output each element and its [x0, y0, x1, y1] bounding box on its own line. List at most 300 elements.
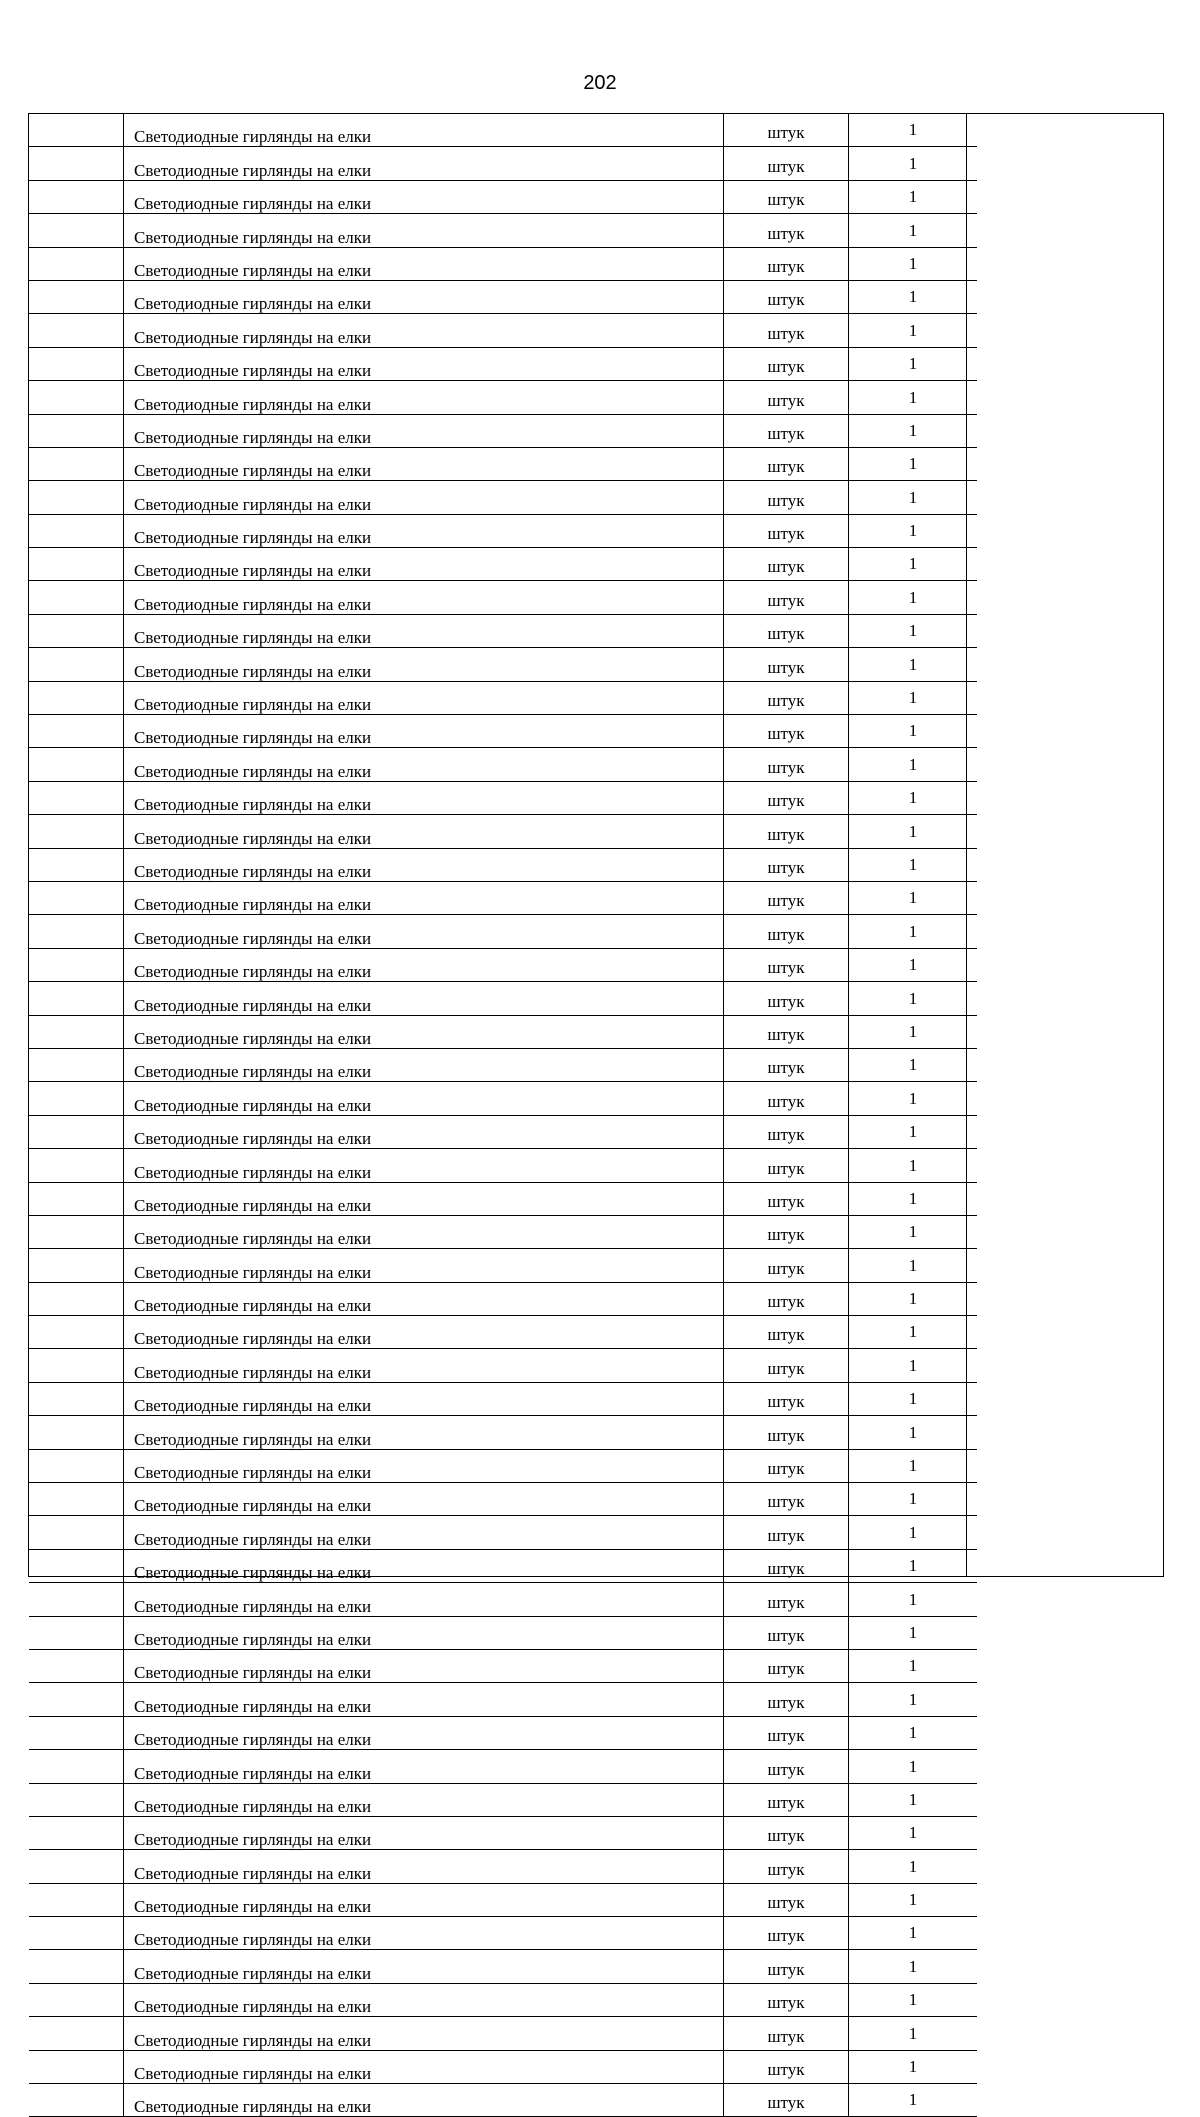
row-number-cell	[29, 1149, 124, 1182]
row-number-cell	[29, 2050, 124, 2083]
row-number-cell	[29, 848, 124, 881]
item-name-cell: Светодиодные гирлянды на елки	[124, 481, 724, 514]
table-row	[29, 1649, 977, 1682]
item-name-cell: Светодиодные гирлянды на елки	[124, 247, 724, 280]
row-number-cell	[29, 1015, 124, 1048]
item-name-cell: Светодиодные гирлянды на елки	[124, 414, 724, 447]
item-unit-cell: штук	[724, 1149, 849, 1182]
table-row	[29, 180, 977, 213]
item-qty-cell: 1	[849, 280, 978, 313]
item-qty-cell: 1	[849, 1349, 978, 1382]
row-number-cell	[29, 1082, 124, 1115]
item-name-cell: Светодиодные гирлянды на елки	[124, 1182, 724, 1215]
item-unit-cell: штук	[724, 948, 849, 981]
row-number-cell	[29, 548, 124, 581]
item-qty-cell: 1	[849, 1282, 978, 1315]
table-row	[29, 781, 977, 814]
row-number-cell	[29, 1816, 124, 1849]
table-row	[29, 1850, 977, 1883]
table-row	[29, 1015, 977, 1048]
row-number-cell	[29, 1649, 124, 1682]
item-qty-cell: 1	[849, 781, 978, 814]
item-name-cell: Светодиодные гирлянды на елки	[124, 1282, 724, 1315]
item-qty-cell: 1	[849, 314, 978, 347]
item-qty-cell: 1	[849, 681, 978, 714]
table-row	[29, 1416, 977, 1449]
item-unit-cell: штук	[724, 1783, 849, 1816]
row-number-cell	[29, 1883, 124, 1916]
item-unit-cell: штук	[724, 848, 849, 881]
table-row	[29, 1516, 977, 1549]
table-row	[29, 314, 977, 347]
row-number-cell	[29, 1048, 124, 1081]
item-qty-cell: 1	[849, 347, 978, 380]
row-number-cell	[29, 2084, 124, 2117]
table-row	[29, 1583, 977, 1616]
item-name-cell: Светодиодные гирлянды на елки	[124, 1783, 724, 1816]
row-number-cell	[29, 948, 124, 981]
row-number-cell	[29, 648, 124, 681]
row-number-cell	[29, 1750, 124, 1783]
item-name-cell: Светодиодные гирлянды на елки	[124, 1850, 724, 1883]
item-name-cell: Светодиодные гирлянды на елки	[124, 514, 724, 547]
item-name-cell: Светодиодные гирлянды на елки	[124, 114, 724, 147]
row-number-cell	[29, 1549, 124, 1582]
table-row	[29, 948, 977, 981]
item-unit-cell: штук	[724, 982, 849, 1015]
item-name-cell: Светодиодные гирлянды на елки	[124, 548, 724, 581]
table-row	[29, 114, 977, 147]
item-name-cell: Светодиодные гирлянды на елки	[124, 581, 724, 614]
table-row	[29, 280, 977, 313]
row-number-cell	[29, 1683, 124, 1716]
item-name-cell: Светодиодные гирлянды на елки	[124, 1716, 724, 1749]
row-number-cell	[29, 280, 124, 313]
item-unit-cell: штук	[724, 1616, 849, 1649]
item-name-cell: Светодиодные гирлянды на елки	[124, 1215, 724, 1248]
row-number-cell	[29, 1249, 124, 1282]
row-number-cell	[29, 915, 124, 948]
item-name-cell: Светодиодные гирлянды на елки	[124, 347, 724, 380]
item-unit-cell: штук	[724, 581, 849, 614]
table-row	[29, 1683, 977, 1716]
item-qty-cell: 1	[849, 1449, 978, 1482]
row-number-cell	[29, 347, 124, 380]
item-name-cell: Светодиодные гирлянды на елки	[124, 1149, 724, 1182]
item-name-cell: Светодиодные гирлянды на елки	[124, 447, 724, 480]
item-qty-cell: 1	[849, 1750, 978, 1783]
item-qty-cell: 1	[849, 1783, 978, 1816]
row-number-cell	[29, 982, 124, 1015]
row-number-cell	[29, 514, 124, 547]
row-number-cell	[29, 414, 124, 447]
item-qty-cell: 1	[849, 1015, 978, 1048]
item-name-cell: Светодиодные гирлянды на елки	[124, 1816, 724, 1849]
item-name-cell: Светодиодные гирлянды на елки	[124, 815, 724, 848]
row-number-cell	[29, 180, 124, 213]
table-row	[29, 815, 977, 848]
item-unit-cell: штук	[724, 180, 849, 213]
item-name-cell: Светодиодные гирлянды на елки	[124, 1549, 724, 1582]
notes-column	[966, 114, 1165, 1576]
item-name-cell: Светодиодные гирлянды на елки	[124, 982, 724, 1015]
table-row	[29, 481, 977, 514]
table-row	[29, 2050, 977, 2083]
item-qty-cell: 1	[849, 1983, 978, 2016]
item-name-cell: Светодиодные гирлянды на елки	[124, 1649, 724, 1682]
item-unit-cell: штук	[724, 514, 849, 547]
table-row	[29, 1282, 977, 1315]
item-unit-cell: штук	[724, 2084, 849, 2117]
table-row	[29, 1316, 977, 1349]
item-unit-cell: штук	[724, 781, 849, 814]
row-number-cell	[29, 314, 124, 347]
item-name-cell: Светодиодные гирлянды на елки	[124, 648, 724, 681]
row-number-cell	[29, 1416, 124, 1449]
item-name-cell: Светодиодные гирлянды на елки	[124, 1048, 724, 1081]
item-qty-cell: 1	[849, 1616, 978, 1649]
table-row	[29, 1048, 977, 1081]
table-row	[29, 1082, 977, 1115]
item-unit-cell: штук	[724, 1816, 849, 1849]
item-unit-cell: штук	[724, 1349, 849, 1382]
item-unit-cell: штук	[724, 1082, 849, 1115]
item-unit-cell: штук	[724, 1316, 849, 1349]
item-qty-cell: 1	[849, 1850, 978, 1883]
item-name-cell: Светодиодные гирлянды на елки	[124, 1750, 724, 1783]
item-qty-cell: 1	[849, 1683, 978, 1716]
item-qty-cell: 1	[849, 2017, 978, 2050]
item-qty-cell: 1	[849, 915, 978, 948]
item-unit-cell: штук	[724, 1483, 849, 1516]
row-number-cell	[29, 1449, 124, 1482]
table-row	[29, 1449, 977, 1482]
item-unit-cell: штук	[724, 214, 849, 247]
item-unit-cell: штук	[724, 815, 849, 848]
item-unit-cell: штук	[724, 314, 849, 347]
item-name-cell: Светодиодные гирлянды на елки	[124, 1115, 724, 1148]
item-name-cell: Светодиодные гирлянды на елки	[124, 614, 724, 647]
row-number-cell	[29, 614, 124, 647]
item-qty-cell: 1	[849, 1816, 978, 1849]
item-qty-cell: 1	[849, 982, 978, 1015]
item-qty-cell: 1	[849, 381, 978, 414]
row-number-cell	[29, 1349, 124, 1382]
item-qty-cell: 1	[849, 1115, 978, 1148]
item-unit-cell: штук	[724, 1917, 849, 1950]
row-number-cell	[29, 1783, 124, 1816]
item-qty-cell: 1	[849, 214, 978, 247]
table-row	[29, 614, 977, 647]
item-unit-cell: штук	[724, 381, 849, 414]
item-unit-cell: штук	[724, 1983, 849, 2016]
item-qty-cell: 1	[849, 1048, 978, 1081]
item-qty-cell: 1	[849, 1716, 978, 1749]
item-qty-cell: 1	[849, 1516, 978, 1549]
item-name-cell: Светодиодные гирлянды на елки	[124, 1917, 724, 1950]
table-row	[29, 214, 977, 247]
row-number-cell	[29, 681, 124, 714]
table-row	[29, 1549, 977, 1582]
table-row	[29, 514, 977, 547]
item-name-cell: Светодиодные гирлянды на елки	[124, 1516, 724, 1549]
items-table	[29, 114, 977, 2117]
table-row	[29, 347, 977, 380]
table-row	[29, 1115, 977, 1148]
table-row	[29, 447, 977, 480]
row-number-cell	[29, 1583, 124, 1616]
item-qty-cell: 1	[849, 1149, 978, 1182]
table-row	[29, 2084, 977, 2117]
item-name-cell: Светодиодные гирлянды на елки	[124, 214, 724, 247]
page-number: 202	[583, 72, 617, 94]
item-name-cell: Светодиодные гирлянды на елки	[124, 1382, 724, 1415]
item-qty-cell: 1	[849, 1249, 978, 1282]
item-name-cell: Светодиодные гирлянды на елки	[124, 147, 724, 180]
item-unit-cell: штук	[724, 1449, 849, 1482]
item-unit-cell: штук	[724, 1649, 849, 1682]
row-number-cell	[29, 1483, 124, 1516]
item-qty-cell: 1	[849, 1382, 978, 1415]
item-name-cell: Светодиодные гирлянды на елки	[124, 1883, 724, 1916]
item-name-cell: Светодиодные гирлянды на елки	[124, 1950, 724, 1983]
row-number-cell	[29, 1850, 124, 1883]
item-name-cell: Светодиодные гирлянды на елки	[124, 381, 724, 414]
item-unit-cell: штук	[724, 648, 849, 681]
table-row	[29, 1349, 977, 1382]
row-number-cell	[29, 447, 124, 480]
table-row	[29, 2017, 977, 2050]
item-name-cell: Светодиодные гирлянды на елки	[124, 1683, 724, 1716]
item-qty-cell: 1	[849, 1649, 978, 1682]
table-row	[29, 715, 977, 748]
row-number-cell	[29, 114, 124, 147]
item-unit-cell: штук	[724, 1750, 849, 1783]
item-qty-cell: 1	[849, 581, 978, 614]
item-qty-cell: 1	[849, 1316, 978, 1349]
table-row	[29, 1616, 977, 1649]
item-qty-cell: 1	[849, 147, 978, 180]
item-name-cell: Светодиодные гирлянды на елки	[124, 881, 724, 914]
table-row	[29, 1750, 977, 1783]
row-number-cell	[29, 2017, 124, 2050]
item-qty-cell: 1	[849, 1883, 978, 1916]
item-qty-cell: 1	[849, 848, 978, 881]
row-number-cell	[29, 1716, 124, 1749]
row-number-cell	[29, 481, 124, 514]
item-name-cell: Светодиодные гирлянды на елки	[124, 915, 724, 948]
row-number-cell	[29, 748, 124, 781]
item-name-cell: Светодиодные гирлянды на елки	[124, 2017, 724, 2050]
item-unit-cell: штук	[724, 881, 849, 914]
row-number-cell	[29, 1215, 124, 1248]
row-number-cell	[29, 1316, 124, 1349]
table-row	[29, 1215, 977, 1248]
row-number-cell	[29, 1516, 124, 1549]
item-name-cell: Светодиодные гирлянды на елки	[124, 748, 724, 781]
item-qty-cell: 1	[849, 447, 978, 480]
table-row	[29, 681, 977, 714]
row-number-cell	[29, 1382, 124, 1415]
row-number-cell	[29, 1282, 124, 1315]
item-qty-cell: 1	[849, 2050, 978, 2083]
row-number-cell	[29, 381, 124, 414]
item-unit-cell: штук	[724, 715, 849, 748]
item-name-cell: Светодиодные гирлянды на елки	[124, 1249, 724, 1282]
row-number-cell	[29, 881, 124, 914]
row-number-cell	[29, 1950, 124, 1983]
item-unit-cell: штук	[724, 681, 849, 714]
row-number-cell	[29, 581, 124, 614]
item-name-cell: Светодиодные гирлянды на елки	[124, 180, 724, 213]
item-qty-cell: 1	[849, 715, 978, 748]
item-unit-cell: штук	[724, 614, 849, 647]
item-qty-cell: 1	[849, 1950, 978, 1983]
table-row	[29, 1783, 977, 1816]
item-name-cell: Светодиодные гирлянды на елки	[124, 715, 724, 748]
item-qty-cell: 1	[849, 815, 978, 848]
item-unit-cell: штук	[724, 447, 849, 480]
table-row	[29, 648, 977, 681]
table-row	[29, 381, 977, 414]
item-unit-cell: штук	[724, 1015, 849, 1048]
item-unit-cell: штук	[724, 1282, 849, 1315]
item-qty-cell: 1	[849, 1583, 978, 1616]
item-name-cell: Светодиодные гирлянды на елки	[124, 1449, 724, 1482]
item-name-cell: Светодиодные гирлянды на елки	[124, 2050, 724, 2083]
row-number-cell	[29, 1917, 124, 1950]
item-qty-cell: 1	[849, 1215, 978, 1248]
item-qty-cell: 1	[849, 1416, 978, 1449]
table-row	[29, 1382, 977, 1415]
item-qty-cell: 1	[849, 1082, 978, 1115]
item-unit-cell: штук	[724, 481, 849, 514]
item-unit-cell: штук	[724, 1950, 849, 1983]
item-unit-cell: штук	[724, 1850, 849, 1883]
table-row	[29, 147, 977, 180]
item-unit-cell: штук	[724, 2050, 849, 2083]
table-row	[29, 1917, 977, 1950]
items-table-body	[29, 114, 977, 2117]
row-number-cell	[29, 781, 124, 814]
item-unit-cell: штук	[724, 1048, 849, 1081]
row-number-cell	[29, 1182, 124, 1215]
item-qty-cell: 1	[849, 1549, 978, 1582]
item-qty-cell: 1	[849, 548, 978, 581]
item-unit-cell: штук	[724, 548, 849, 581]
item-unit-cell: штук	[724, 147, 849, 180]
row-number-cell	[29, 147, 124, 180]
item-name-cell: Светодиодные гирлянды на елки	[124, 1349, 724, 1382]
table-row	[29, 915, 977, 948]
item-qty-cell: 1	[849, 2084, 978, 2117]
table-row	[29, 1816, 977, 1849]
item-unit-cell: штук	[724, 1215, 849, 1248]
item-name-cell: Светодиодные гирлянды на елки	[124, 1483, 724, 1516]
item-unit-cell: штук	[724, 347, 849, 380]
item-qty-cell: 1	[849, 748, 978, 781]
item-unit-cell: штук	[724, 1883, 849, 1916]
table-row	[29, 1950, 977, 1983]
item-qty-cell: 1	[849, 514, 978, 547]
item-qty-cell: 1	[849, 414, 978, 447]
table-row	[29, 1983, 977, 2016]
table-row	[29, 881, 977, 914]
item-unit-cell: штук	[724, 1583, 849, 1616]
item-unit-cell: штук	[724, 414, 849, 447]
item-unit-cell: штук	[724, 280, 849, 313]
item-unit-cell: штук	[724, 1516, 849, 1549]
row-number-cell	[29, 1616, 124, 1649]
row-number-cell	[29, 247, 124, 280]
item-qty-cell: 1	[849, 1182, 978, 1215]
item-name-cell: Светодиодные гирлянды на елки	[124, 781, 724, 814]
item-name-cell: Светодиодные гирлянды на елки	[124, 2084, 724, 2117]
table-row	[29, 247, 977, 280]
item-unit-cell: штук	[724, 2017, 849, 2050]
item-unit-cell: штук	[724, 1249, 849, 1282]
row-number-cell	[29, 715, 124, 748]
item-qty-cell: 1	[849, 1917, 978, 1950]
table-row	[29, 1182, 977, 1215]
item-unit-cell: штук	[724, 1182, 849, 1215]
item-qty-cell: 1	[849, 114, 978, 147]
item-qty-cell: 1	[849, 180, 978, 213]
table-row	[29, 1149, 977, 1182]
item-qty-cell: 1	[849, 881, 978, 914]
item-unit-cell: штук	[724, 1115, 849, 1148]
row-number-cell	[29, 815, 124, 848]
item-name-cell: Светодиодные гирлянды на елки	[124, 1082, 724, 1115]
table-row	[29, 581, 977, 614]
table-row	[29, 414, 977, 447]
item-unit-cell: штук	[724, 114, 849, 147]
item-name-cell: Светодиодные гирлянды на елки	[124, 1583, 724, 1616]
item-unit-cell: штук	[724, 915, 849, 948]
item-unit-cell: штук	[724, 748, 849, 781]
item-name-cell: Светодиодные гирлянды на елки	[124, 681, 724, 714]
row-number-cell	[29, 214, 124, 247]
row-number-cell	[29, 1983, 124, 2016]
item-name-cell: Светодиодные гирлянды на елки	[124, 948, 724, 981]
row-number-cell	[29, 1115, 124, 1148]
table-row	[29, 748, 977, 781]
item-unit-cell: штук	[724, 1416, 849, 1449]
item-unit-cell: штук	[724, 1716, 849, 1749]
item-name-cell: Светодиодные гирлянды на елки	[124, 1983, 724, 2016]
table-row	[29, 1483, 977, 1516]
item-unit-cell: штук	[724, 1549, 849, 1582]
item-name-cell: Светодиодные гирлянды на елки	[124, 1416, 724, 1449]
item-name-cell: Светодиодные гирлянды на елки	[124, 314, 724, 347]
item-qty-cell: 1	[849, 481, 978, 514]
table-row	[29, 982, 977, 1015]
item-qty-cell: 1	[849, 648, 978, 681]
table-row	[29, 1716, 977, 1749]
item-qty-cell: 1	[849, 948, 978, 981]
item-name-cell: Светодиодные гирлянды на елки	[124, 1015, 724, 1048]
item-qty-cell: 1	[849, 614, 978, 647]
item-name-cell: Светодиодные гирлянды на елки	[124, 1316, 724, 1349]
table-row	[29, 1249, 977, 1282]
items-table-frame	[28, 113, 1164, 2117]
table-row	[29, 1883, 977, 1916]
item-unit-cell: штук	[724, 1382, 849, 1415]
item-name-cell: Светодиодные гирлянды на елки	[124, 280, 724, 313]
table-row	[29, 848, 977, 881]
item-qty-cell: 1	[849, 247, 978, 280]
item-qty-cell: 1	[849, 1483, 978, 1516]
